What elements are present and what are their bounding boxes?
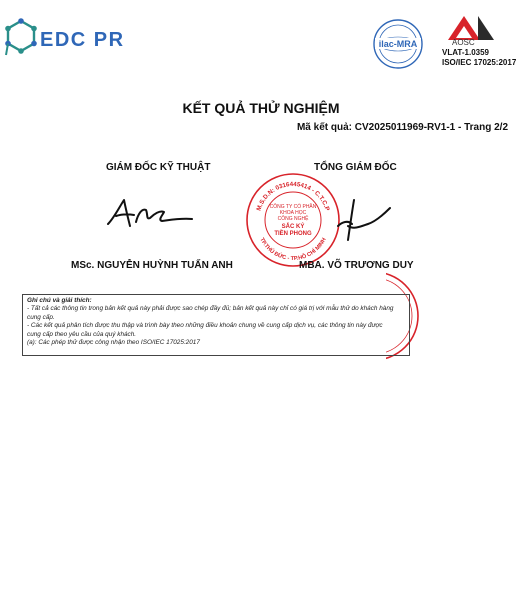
edc-logo-icon <box>4 18 38 58</box>
stamp-line-2: KHOA HỌC <box>279 210 307 216</box>
technical-director-signature <box>106 196 194 232</box>
aosc-label: AOSC <box>452 38 475 47</box>
stamp-line-4: SẮC KÝ <box>281 224 305 230</box>
company-logo-text: EDC PR <box>40 29 125 51</box>
technical-director-title: GIÁM ĐỐC KỸ THUẬT <box>106 162 211 173</box>
document-header <box>0 0 522 80</box>
general-director-title: TỔNG GIÁM ĐỐC <box>314 162 397 173</box>
stamp-bottom-text: TP.THỦ ĐỨC - TP.HỒ CHÍ MINH <box>258 236 328 263</box>
stamp-line-5: TIỀN PHONG <box>274 231 312 237</box>
notes-line: cung cấp theo yêu cầu của quý khách. <box>27 330 137 338</box>
notes-line: - Các kết quả phân tích được thu thập và trình bày theo những điều khoản chung về cung cấp dịch vụ, các thông tin này được <box>27 322 383 330</box>
ilac-mra-label: ilac-MRA <box>378 39 418 49</box>
result-code-line: Mã kết quả: CV2025011969-RV1-1 - Trang 2/2 <box>296 122 508 133</box>
stamp-outer-text: M.S.D.N: 0316445414 - C.T.C.P <box>255 180 331 212</box>
document-title: KẾT QUẢ THỬ NGHIỆM <box>182 100 340 116</box>
general-director-signature <box>332 196 392 244</box>
notes-box <box>22 294 410 356</box>
stamp-line-3: CÔNG NGHỆ <box>277 216 309 222</box>
accreditation-number: VLAT-1.0359 <box>442 48 489 57</box>
general-director-name: MBA. VÕ TRƯƠNG DUY <box>299 260 414 271</box>
iso-standard: ISO/IEC 17025:2017 <box>442 58 517 67</box>
stamp-line-1: CÔNG TY CỔ PHẦN <box>269 204 317 210</box>
notes-line: (a): Các phép thử được công nhận theo ISO/IEC 17025:2017 <box>27 339 200 347</box>
notes-line: - Tất cả các thông tin trong bản kết quả này phải được sao chép đầy đủ; bản kết quả này chỉ có giá trị với mẫu thử do khách hàng <box>27 305 394 313</box>
ilac-mra-icon <box>372 18 424 70</box>
notes-line: cung cấp. <box>27 313 55 321</box>
company-seal-stamp <box>245 172 341 268</box>
notes-title: Ghi chú và giải thích: <box>27 297 92 304</box>
technical-director-name: MSc. NGUYỄN HUỲNH TUẤN ANH <box>71 260 233 271</box>
